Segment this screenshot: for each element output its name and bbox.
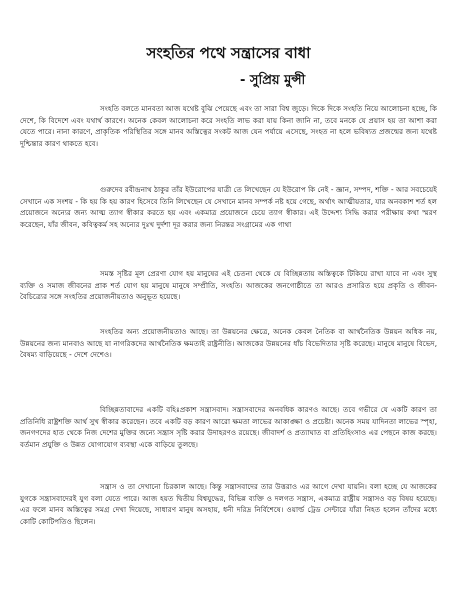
paragraph-1: সংহতি বলতে মানবতা আজ যথেষ্ট বুঝি পেয়েছে এবং তা সারা বিশ্ব জুড়ে। দিকে দিকে সংহতি নিয়ে আলোচনা হচ্ছে, কি দেশে, কি বিদেশে এবং যথার্থ কারণে। অনেক কেবল আলোচনা করে সংহতি লাভ করা যায় কিনা জানি না, তবে মনকে যে প্রয়াস হয় তা আশা করা যেতে পারে। নানা কারণে, প্রাকৃতিক পরিস্থিতির সঙ্গে মানব অস্তিত্বের সংকট আজ যেন পর্যায়ে এসেছে, সংহত না হলে ভবিষ্যত প্রজন্মের জন্য যথেষ্ট দুশ্চিন্তার কারণ থাকতে হবে।	[20, 104, 437, 148]
paragraph-6: সন্ত্রাস ও তা দেখানো চিরকাল আছে। কিন্তু সন্ত্রাসবাদের তার উত্তরাও এর আগে দেখা যায়নি। বলা হচ্ছে যে আজকের যুগকে সন্ত্রাসবাদেরই যুগ বলা যেতে পারে। আজ হয়ত দ্বিতীয় বিশ্বযুদ্ধের, বিভিন্ন ব্যক্তি ও দলগত সন্ত্রাস, একমাত্র রাষ্ট্রীয় সন্ত্রাসও বড় বিষয় হয়েছে। এর ফলে মানব অস্তিত্বের সমগ্র দেখা দিয়েছে, সাধারণ মানুষ অসহায়, ধনী দরিদ্র নির্বিশেষে। ওয়ার্ল্ড ট্রেড সেন্টারে যাঁরা নিহত হলেন তাঁদের মধ্যে কোটি কোটিপতিও ছিলেন।	[20, 482, 437, 526]
paragraph-2: গুরুদেব রবীন্দ্রনাথ ঠাকুর তাঁর ইউরোপের যাত্রী তে লিখেছেন যে ইউরোপ কি নেই - জ্ঞান, সম্পদ, শক্তি - আর সবচেয়েই সেখানে এক সংশয় - কি হয় কি হয় কারণ হিসেবে তিনি লিখেছেন যে সেখানে মানব সম্পর্ক নষ্ট হয়ে গেছে, অর্থাৎ আত্মীয়তার, যার অনবকাশ শর্ত হল প্রয়োজনে অন্যের জন্য আত্ম ত্যাগ স্বীকার করতে হয় এবং একমাত্র প্রয়োজনে চেয়ে ত্যাগ স্বীকার। এই উদ্দেশ্য সিদ্ধি করার পরীক্ষায় কথা স্মরণ করেছেন, যাঁর জীবন, কবিত্বকর্ম সহ অন্যের দুঃখ দুর্দশা দূর করার জন্য নিরন্তর সংগ্রামের এক গাথা	[20, 185, 437, 229]
paragraph-3: সমস্ত সৃষ্টির মূল প্রেরণা যোগ হয় মানুষের এই চেতনা থেকে যে বিচ্ছিন্নতায় অস্তিত্বকে টিকিয়ে রাখা যাবে না এবং সুস্থ ব্যক্তি ও সমাজ জীবনের প্রাক শর্ত যোগ হয় মানুষে মানুষে সম্প্রীতি, সংহতি। আজকের জনগোষ্ঠীতে তা আরও প্রসারিত হয়ে প্রকৃতি ও জীবন-বৈচিত্র্যের সঙ্গে সংহতির প্রয়োজনীয়তাও অনুভূত হয়েছে।	[20, 269, 437, 301]
paragraph-4: সংহতির অন্য প্রয়োজনীয়তাও আছে। তা উন্নয়নের ক্ষেত্রে, অনেক কেবল নৈতিক বা আর্থনৈতিক উন্নয়ন অধিক নয়, উন্নয়নের জন্য মানবাও আছে যা নাগরিকদের আর্থনৈতিক ক্ষমতাই রাষ্ট্রনীতি। আজকের উন্নয়নের ধাঁচ বিভেদিতার সৃষ্টি করেছে। মানুষে মানুষে বিভেদ, বৈষম্য বাড়িয়েছে - দেশে দেশেও।	[20, 327, 437, 359]
author-line: - সুপ্রিয় মুন্সী	[240, 73, 306, 88]
paragraph-5: বিচ্ছিন্নতাবাদের একটি বহিঃপ্রকাশ সন্ত্রাসবাদ। সন্ত্রাসবাদের অনবধিক কারণও আছে। তবে গভীরে যে একটি কারণ তা প্রতিনিধি রাষ্ট্রশক্তি আর্থ সুখ স্বীকার করেছেন। তবে একটি বড় কারণ আরো ক্ষমতা লাভের আকাঙ্ক্ষা ও প্রচেষ্টা। অনেক সময় যাদিনতা লাভের স্পৃহা, জনগণদের হাত থেকে নিজ দেশের মুক্তির জন্যে সন্ত্রাস সৃষ্টি করার উদাহরণও রয়েছে। জীবাদর্শ ও প্রত্যাঘাত বা প্রতিহিংসাও এর পেছনে কাজ করছে। বর্তমান প্রযুক্তি ও উন্নত যোগাযোগ ব্যবস্থা একে বাড়িয়ে তুলছে।	[20, 405, 437, 449]
document-title: সংহতির পথে সন্ত্রাসের বাধা	[146, 44, 311, 62]
